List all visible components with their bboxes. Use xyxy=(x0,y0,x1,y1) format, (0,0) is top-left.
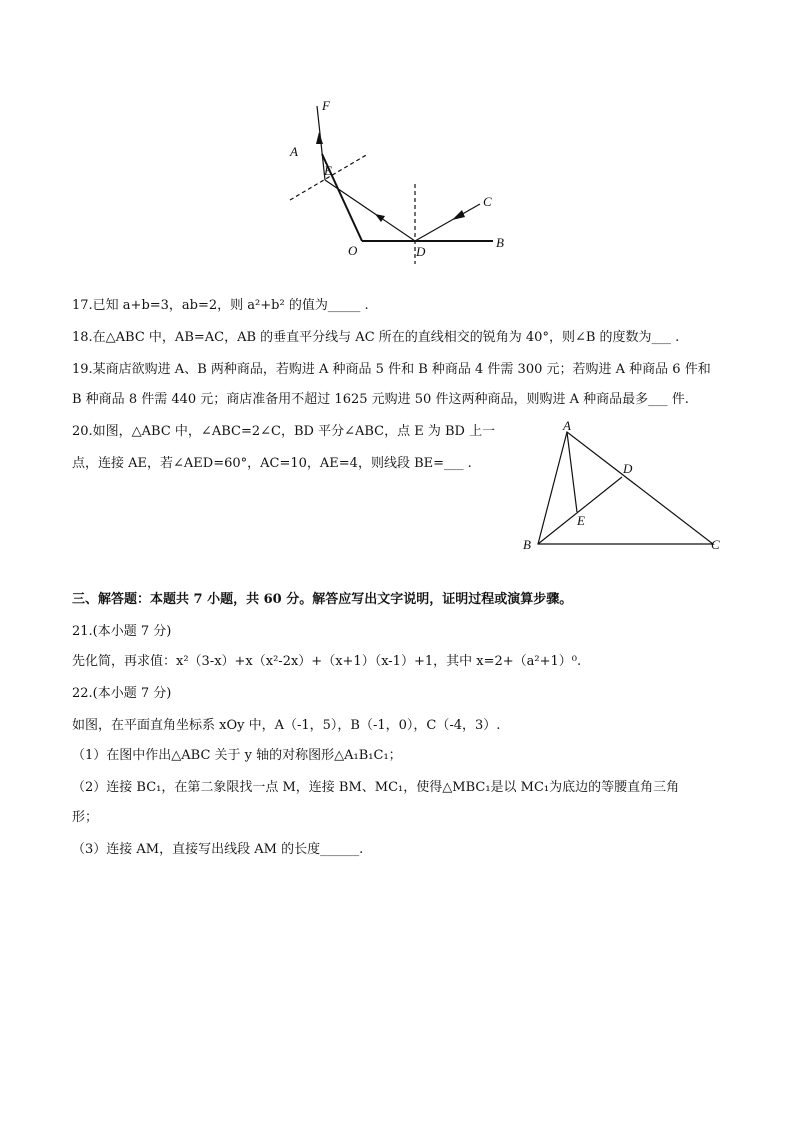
question-22-part-2-line-2: 形； xyxy=(72,810,99,825)
triangle-abc xyxy=(538,432,713,544)
triangle-figure xyxy=(515,418,730,558)
question-22-intro: 如图，在平面直角坐标系 xOy 中，A（-1，5），B（-1，0），C（-4，3）. xyxy=(72,718,501,733)
label-c: C xyxy=(483,194,492,209)
label-o: O xyxy=(348,243,358,258)
question-22-heading: 22.(本小题 7 分) xyxy=(72,686,172,701)
label-a: A xyxy=(290,144,298,159)
label-b: B xyxy=(523,537,531,552)
segment-bd xyxy=(538,477,622,544)
question-21-heading: 21.(本小题 7 分) xyxy=(72,624,172,639)
section-3-heading: 三、解答题：本题共 7 小题，共 60 分。解答应写出文字说明，证明过程或演算步骤。 xyxy=(72,592,573,607)
ray-cd xyxy=(415,204,480,241)
question-17: 17.已知 a+b=3，ab=2，则 a²+b² 的值为_____ . xyxy=(72,298,369,313)
arrow-de xyxy=(375,214,385,222)
label-c: C xyxy=(711,537,720,552)
reflection-figure xyxy=(270,92,530,272)
question-19-line-1: 19.某商店欲购进 A、B 两种商品，若购进 A 种商品 5 件和 B 种商品 4 件需 300 元；若购进 A 种商品 6 件和 xyxy=(72,362,711,377)
arrow-cd xyxy=(452,210,465,220)
label-e: E xyxy=(577,513,585,528)
ray-de xyxy=(325,180,415,241)
question-20-line-1: 20.如图，△ABC 中，∠ABC=2∠C，BD 平分∠ABC，点 E 为 BD 上一 xyxy=(72,424,496,439)
label-e: E xyxy=(324,163,332,178)
question-20-line-2: 点，连接 AE，若∠AED=60°，AC=10，AE=4，则线段 BE=___ . xyxy=(72,456,472,471)
question-22-part-3: （3）连接 AM，直接写出线段 AM 的长度______. xyxy=(72,842,364,857)
question-22-part-2-line-1: （2）连接 BC₁，在第二象限找一点 M，连接 BM、MC₁，使得△MBC₁是以 MC₁为底边的等腰直角三角 xyxy=(72,780,680,795)
arrow-ef xyxy=(316,132,323,144)
segment-ae xyxy=(567,432,577,512)
question-18: 18.在△ABC 中，AB=AC，AB 的垂直平分线与 AC 所在的直线相交的锐角为 40°，则∠B 的度数为___ . xyxy=(72,330,680,345)
label-d: D xyxy=(623,461,633,476)
question-22-part-1: （1）在图中作出△ABC 关于 y 轴的对称图形△A₁B₁C₁； xyxy=(72,748,402,763)
question-21-body: 先化简，再求值：x²（3-x）+x（x²-2x）+（x+1）（x-1）+1，其中 x=2+（a²+1）⁰. xyxy=(72,654,582,669)
label-b: B xyxy=(496,235,504,250)
label-f: F xyxy=(322,98,330,113)
label-a: A xyxy=(563,418,571,433)
question-19-line-2: B 种商品 8 件需 440 元；商店准备用不超过 1625 元购进 50 件这两种商品，则购进 A 种商品最多___ 件. xyxy=(72,392,689,407)
label-d: D xyxy=(416,244,426,259)
